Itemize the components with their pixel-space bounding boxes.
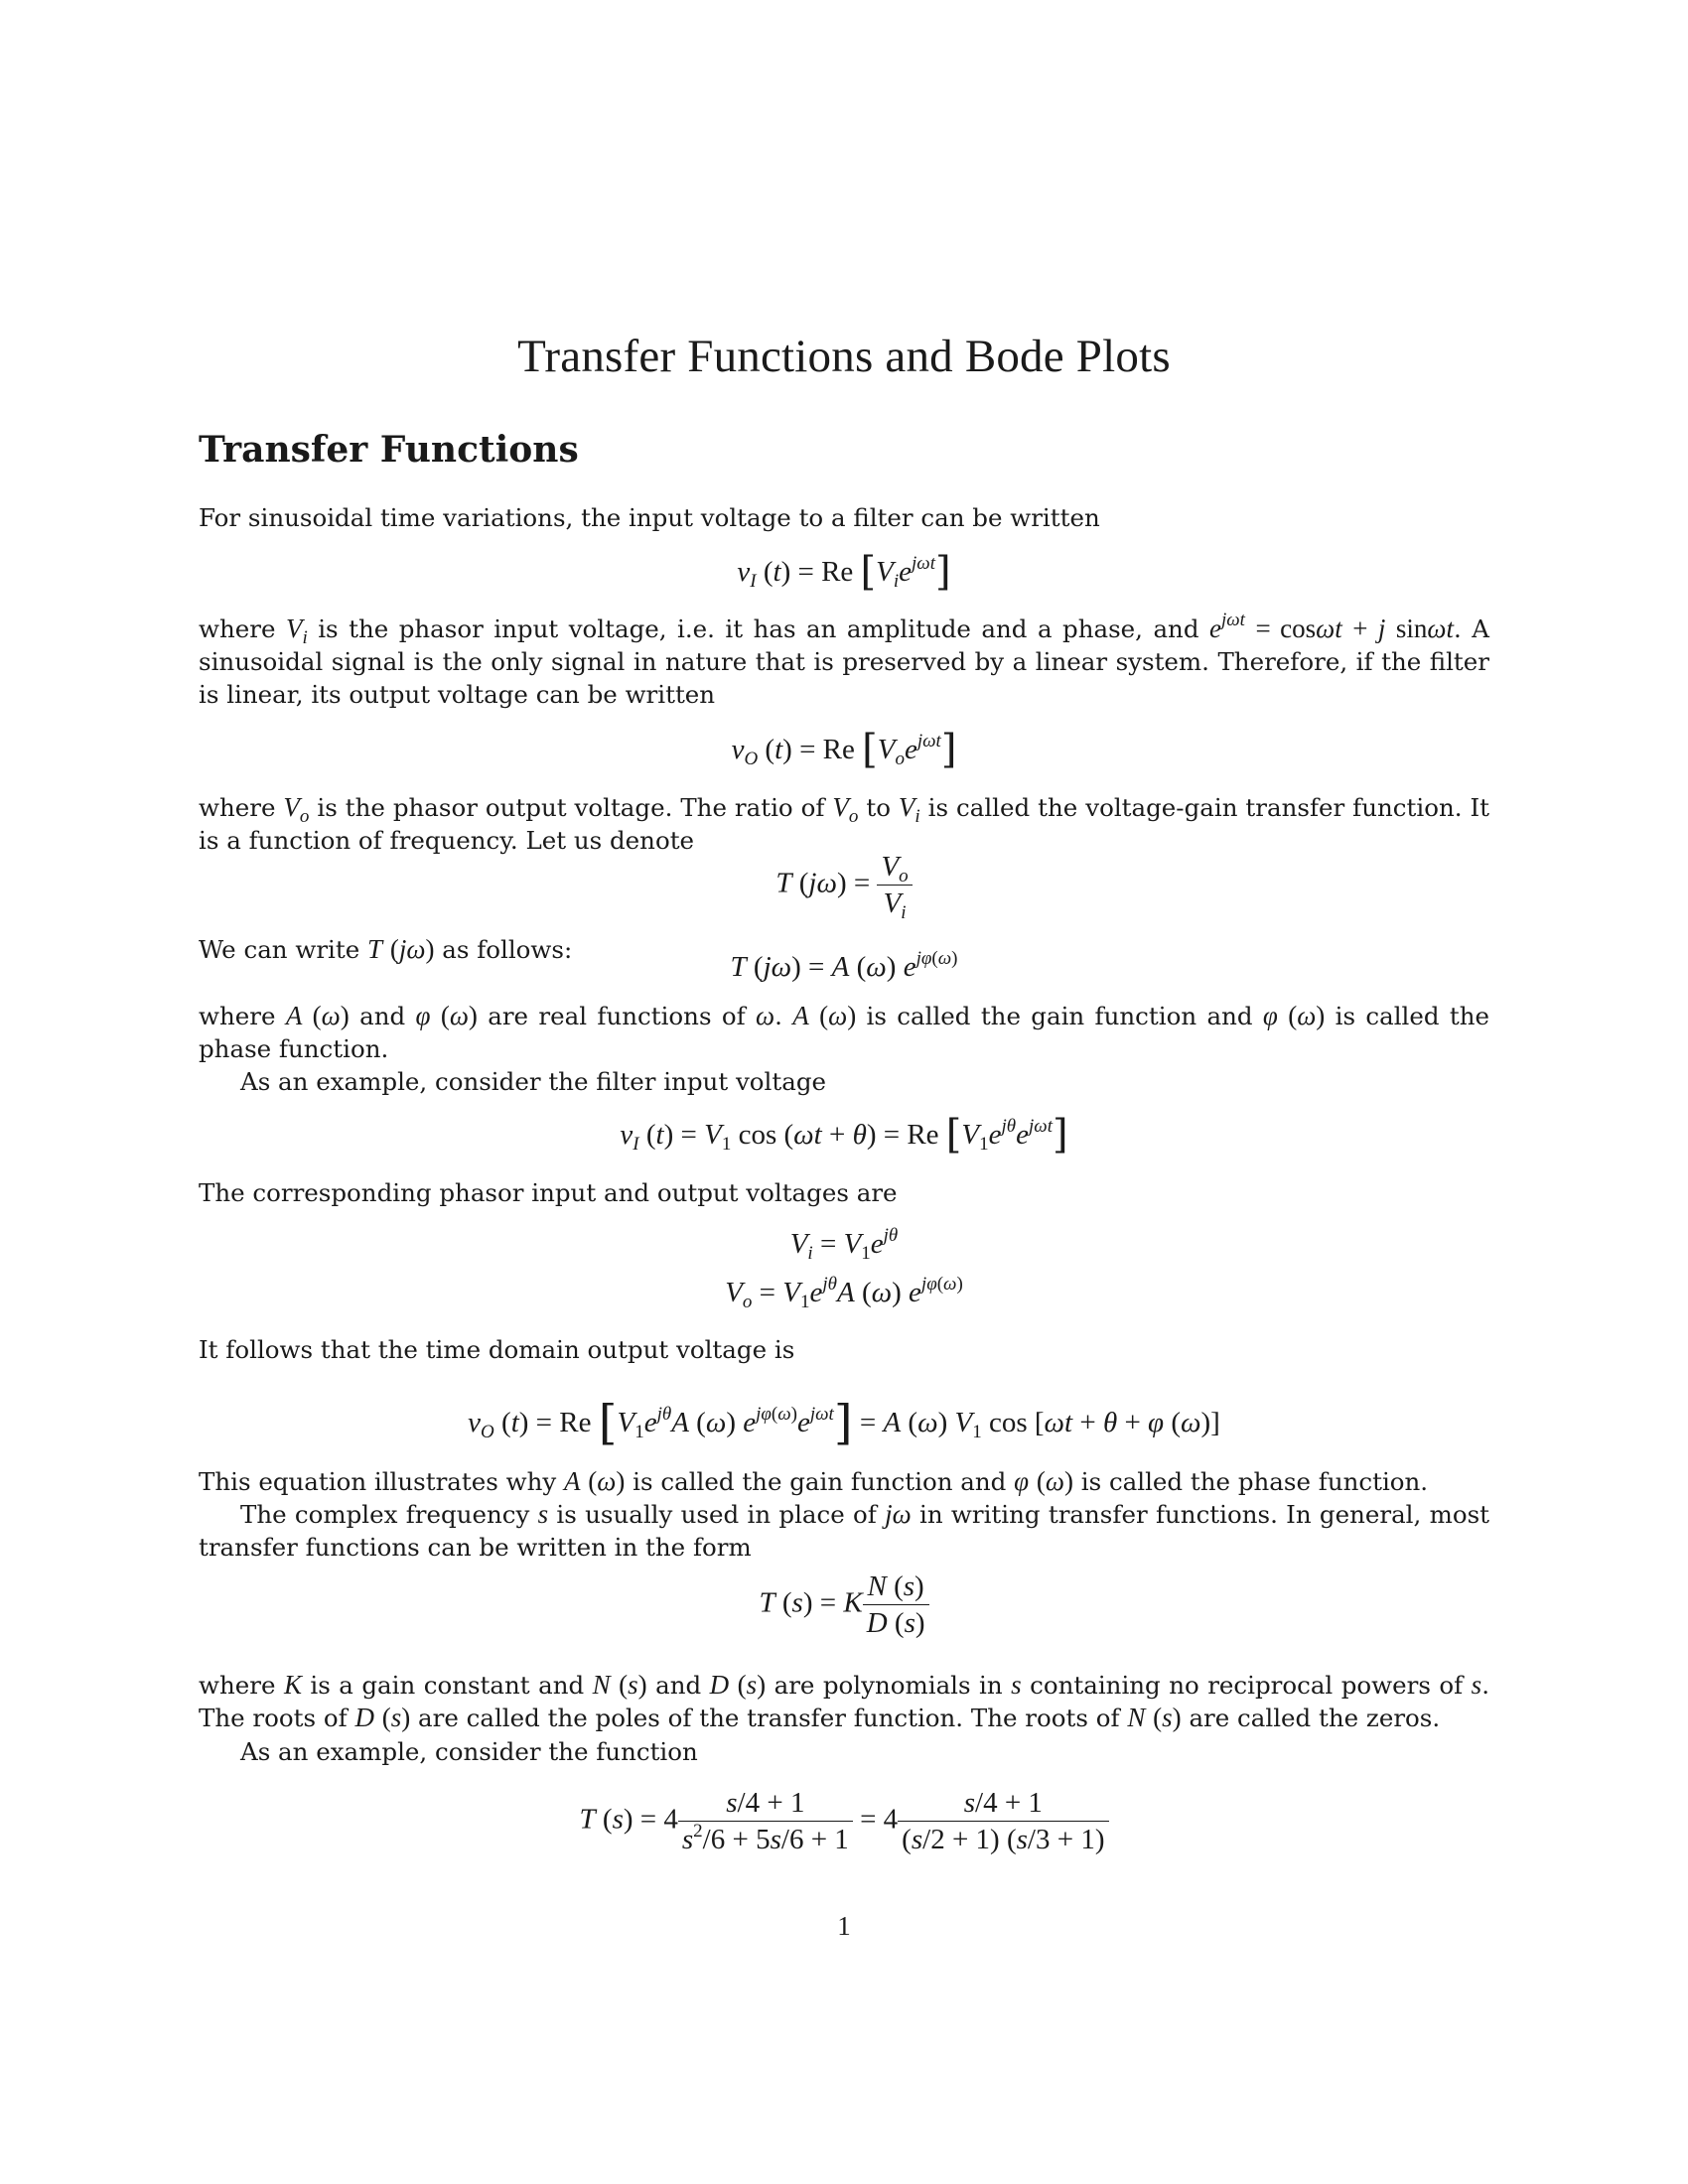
equation-output-voltage: $v_O$ (t) = Re $[V_oe^{j\omega t}]$ (731, 727, 957, 772)
paragraph-phasor-output: where $V_o$ is the phasor output voltage. The ratio of $V_o$ to $V_i$ is called the voltage-gain transfer function. It is a function of frequency. Let us denote (199, 792, 1490, 855)
document-page (199, 0, 1489, 2184)
equation-vo: $V_o = V_1e^{j\theta}A$ (ω) $e^{j\varphi(\omega)}$ (725, 1274, 963, 1312)
document-title: Transfer Functions and Bode Plots (517, 331, 1171, 382)
equation-input-voltage: $v_I$ (t) = Re $[V_ie^{j\omega t}]$ (737, 549, 951, 595)
paragraph-time-domain: It follows that the time domain output voltage is (199, 1335, 795, 1364)
paragraph-example-input: As an example, consider the filter input voltage (240, 1067, 827, 1096)
section-heading: Transfer Functions (199, 429, 579, 471)
page-number: 1 (837, 1911, 851, 1941)
equation-time-domain-output: $v_O$ (t) = Re [$V_1e^{j\theta}A$ (ω) $e^{j\varphi(\omega)}e^{j\omega t}] = A$ (ω) $V_1$ cos [ωt + θ + φ (ω)] (468, 1395, 1220, 1450)
equation-gain-phase-form: T (jω) = A (ω) $e^{j\varphi(\omega)}$ (730, 948, 958, 983)
paragraph-intro: For sinusoidal time variations, the input voltage to a filter can be written (199, 503, 1100, 532)
equation-example-input: $v_I$ $(t) = V_1$ cos (ωt + θ) = Re $[V_1e^{j\theta}e^{j\omega t}]$ (620, 1112, 1068, 1158)
equation-transfer-ratio: T (jω) = $\frac{V_o}{V_i}$ (199, 851, 1489, 920)
paragraph-example-function: As an example, consider the function (240, 1737, 698, 1766)
equation-vi: $V_i = V_1e^{j\theta}$ (789, 1225, 899, 1264)
paragraph-phasor-input: where $V_i$ is the phasor input voltage, i.e. it has an amplitude and a phase, and $e^{j\omega t} = \cos\omega t + j$ sinωt. A sinusoidal signal is the only signal in nature that is preserved by a linear system. Therefore, if the filter is linear, its output voltage can be written (199, 610, 1489, 709)
paragraph-gain-phase-why: This equation illustrates why A (ω) is called the gain function and φ (ω) is called the phase function. (199, 1466, 1429, 1496)
equation-example-function: T (s) = 4 $\frac{s/4 + 1}{s^2/6 + 5s/6 + 1}$ = 4 $\frac{s/4 + 1}{(s/2 + 1) (s/3 + 1)}$ (199, 1787, 1489, 1856)
paragraph-complex-frequency: The complex frequency s is usually used in place of jω in writing transfer functions. In general, most transfer functions can be written in the form (199, 1499, 1489, 1562)
paragraph-write-t: We can write T (jω) as follows: (199, 934, 573, 964)
equation-general-form: T (s) = K $\frac{N (s)}{D (s)}$ (199, 1570, 1489, 1640)
paragraph-poles-zeros: where K is a gain constant and N (s) and D (s) are polynomials in s containing no reciprocal powers of s. The roots of D (s) are called the poles of the transfer function. The roots of N (s) are called the zeros. (199, 1670, 1489, 1732)
paragraph-phasors: The corresponding phasor input and output voltages are (199, 1178, 898, 1207)
paragraph-real-functions: where A (ω) and φ (ω) are real functions of ω. A (ω) is called the gain function and φ (ω) is called the phase function. (199, 1001, 1490, 1063)
